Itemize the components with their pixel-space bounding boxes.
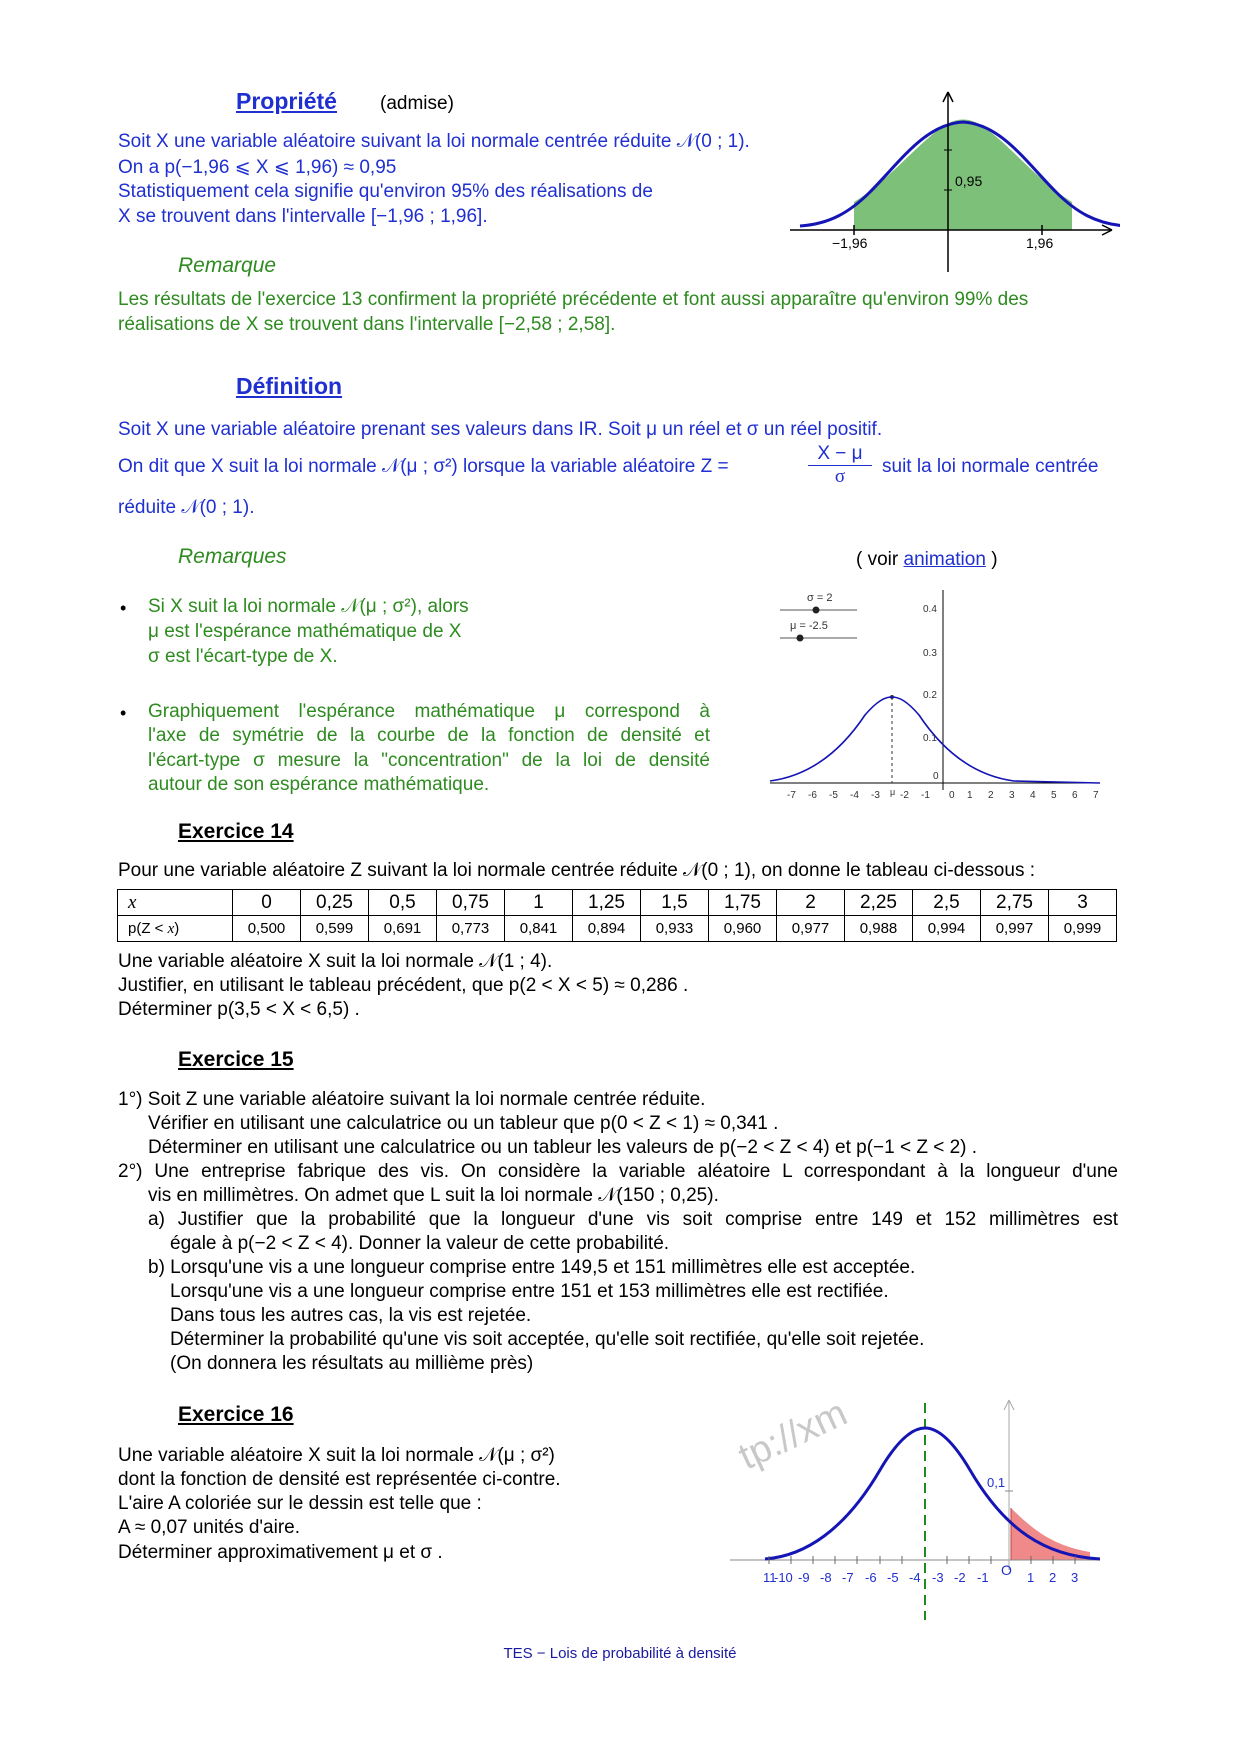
ex15-line-12: (On donnera les résultats au millième près) bbox=[170, 1353, 534, 1374]
ex16-line-3: L'aire A coloriée sur le dessin est telle que : bbox=[118, 1493, 482, 1514]
origin-label: O bbox=[1001, 1562, 1012, 1578]
ex16-graph bbox=[725, 1370, 1125, 1630]
x-tick: -3 bbox=[871, 790, 880, 801]
voir-suffix: ) bbox=[991, 549, 998, 570]
x-tick: 1 bbox=[967, 790, 973, 801]
x-tick: -2 bbox=[900, 790, 909, 801]
x-tick: -8 bbox=[820, 1570, 832, 1585]
x-tick: -7 bbox=[842, 1570, 854, 1585]
ex15-line-10: Dans tous les autres cas, la vis est rejetée. bbox=[170, 1305, 532, 1326]
propriete-subtitle: (admise) bbox=[380, 93, 454, 114]
table-cell: 0,691 bbox=[369, 916, 437, 942]
table-cell: 1,5 bbox=[641, 890, 709, 916]
table-head-x: x bbox=[118, 890, 233, 916]
x-tick: 2 bbox=[1049, 1570, 1057, 1585]
ex16-line-2: dont la fonction de densité est représentée ci-contre. bbox=[118, 1469, 561, 1490]
remarque-title: Remarque bbox=[178, 254, 277, 277]
ex14-title: Exercice 14 bbox=[178, 820, 294, 843]
table-cell: 1,75 bbox=[709, 890, 777, 916]
ex15-line-7: égale à p(−2 < Z < 4). Donner la valeur de cette probabilité. bbox=[170, 1233, 670, 1254]
table-row-p bbox=[118, 916, 1117, 942]
x-tick: 4 bbox=[1030, 790, 1036, 801]
y-tick-02: 0.2 bbox=[923, 690, 937, 701]
table-cell: 1,25 bbox=[573, 890, 641, 916]
ex16-line-5: Déterminer approximativement μ et σ . bbox=[118, 1542, 443, 1563]
slider-mu-handle[interactable] bbox=[797, 635, 804, 642]
x-tick: -5 bbox=[887, 1570, 899, 1585]
page-footer: TES − Lois de probabilité à densité bbox=[503, 1645, 737, 1662]
remarques-title: Remarques bbox=[178, 545, 287, 568]
ex15-line-2: Vérifier en utilisant une calculatrice ou un tableur que p(0 < Z < 1) ≈ 0,341 . bbox=[148, 1113, 779, 1134]
watermark: tp://xm bbox=[732, 1392, 854, 1479]
table-cell: 0,960 bbox=[709, 916, 777, 942]
table-cell: 0,997 bbox=[981, 916, 1049, 942]
table-cell: 0 bbox=[233, 890, 301, 916]
remarques-b2-line-4: autour de son espérance mathématique. bbox=[148, 774, 490, 795]
x-tick: 1 bbox=[1027, 1570, 1035, 1585]
mu-marker: μ bbox=[890, 787, 896, 797]
table-cell: 0,894 bbox=[573, 916, 641, 942]
ex15-line-6: a) Justifier que la probabilité que la longueur d'une vis soit comprise entre 149 et 152 millimètres est bbox=[148, 1209, 1118, 1230]
table-cell: 2,5 bbox=[913, 890, 981, 916]
x-tick: -3 bbox=[932, 1570, 944, 1585]
table-cell: 0,500 bbox=[233, 916, 301, 942]
table-cell: 0,599 bbox=[301, 916, 369, 942]
ex14-line-3: Déterminer p(3,5 < X < 6,5) . bbox=[118, 999, 360, 1020]
x-tick: 3 bbox=[1009, 790, 1015, 801]
remarques-b1-line-3: σ est l'écart-type de X. bbox=[148, 646, 338, 667]
x-tick: -2 bbox=[954, 1570, 966, 1585]
table-cell: 0,988 bbox=[845, 916, 913, 942]
x-tick: 2 bbox=[988, 790, 994, 801]
table-cell: 0,994 bbox=[913, 916, 981, 942]
table-cell: 1 bbox=[505, 890, 573, 916]
standard-normal-graph bbox=[790, 90, 1120, 275]
voir-prefix: ( voir bbox=[856, 549, 899, 570]
definition-line-2b: suit la loi normale centrée bbox=[882, 456, 1099, 477]
x-tick: -4 bbox=[909, 1570, 921, 1585]
ex15-line-11: Déterminer la probabilité qu'une vis soit acceptée, qu'elle soit rectifiée, qu'elle soit rejetée. bbox=[170, 1329, 925, 1350]
x-tick: -6 bbox=[808, 790, 817, 801]
ex14-line-2: Justifier, en utilisant le tableau précédent, que p(2 < X < 5) ≈ 0,286 . bbox=[118, 975, 689, 996]
table-cell: 0,999 bbox=[1049, 916, 1117, 942]
table-row-x bbox=[118, 890, 1117, 916]
x-tick: 3 bbox=[1071, 1570, 1079, 1585]
x-tick: -1 bbox=[921, 790, 930, 801]
ex15-line-5: vis en millimètres. On admet que L suit la loi normale 𝒩(150 ; 0,25). bbox=[148, 1185, 719, 1206]
remarques-b1-line-1: Si X suit la loi normale 𝒩(μ ; σ²), alors bbox=[148, 596, 469, 617]
definition-line-1: Soit X une variable aléatoire prenant ses valeurs dans IR. Soit μ un réel et σ un réel positif. bbox=[118, 419, 883, 440]
y-tick-01: 0.1 bbox=[923, 733, 937, 744]
x-tick: -10 bbox=[774, 1570, 793, 1585]
y-label-01: 0,1 bbox=[987, 1475, 1006, 1490]
x-ticks bbox=[787, 790, 1099, 801]
fraction-denominator: σ bbox=[834, 466, 846, 487]
table-cell: 2,25 bbox=[845, 890, 913, 916]
table-head-p: p(Z < x) bbox=[118, 916, 233, 942]
ex14-line-1: Une variable aléatoire X suit la loi normale 𝒩(1 ; 4). bbox=[118, 951, 553, 972]
table-cell: 0,933 bbox=[641, 916, 709, 942]
propriete-line-4: X se trouvent dans l'intervalle [−1,96 ; 1,96]. bbox=[118, 206, 488, 227]
y-tick-03: 0.3 bbox=[923, 648, 937, 659]
ex14-intro: Pour une variable aléatoire Z suivant la loi normale centrée réduite 𝒩(0 ; 1), on donne le tableau ci-dessous : bbox=[118, 860, 1036, 881]
bullet-1: • bbox=[120, 598, 127, 618]
table-cell: 0,25 bbox=[301, 890, 369, 916]
table-cell: 0,841 bbox=[505, 916, 573, 942]
definition-fraction bbox=[808, 443, 872, 488]
x-tick: -9 bbox=[798, 1570, 810, 1585]
y-tick-0: 0 bbox=[933, 771, 939, 782]
table-cell: 2,75 bbox=[981, 890, 1049, 916]
remarque-line-2: réalisations de X se trouvent dans l'intervalle [−2,58 ; 2,58]. bbox=[118, 314, 616, 335]
x-tick: -4 bbox=[850, 790, 859, 801]
x-tick: 7 bbox=[1093, 790, 1099, 801]
right-bound-label: 1,96 bbox=[1026, 235, 1054, 251]
table-cell: 0,773 bbox=[437, 916, 505, 942]
definition-title: Définition bbox=[236, 373, 343, 399]
x-tick: -6 bbox=[865, 1570, 877, 1585]
x-tick: 6 bbox=[1072, 790, 1078, 801]
slider-sigma-handle[interactable] bbox=[813, 607, 820, 614]
x-tick: -7 bbox=[787, 790, 796, 801]
x-tick: -5 bbox=[829, 790, 838, 801]
propriete-line-3: Statistiquement cela signifie qu'environ 95% des réalisations de bbox=[118, 181, 653, 202]
normal-table bbox=[117, 889, 1117, 942]
remarques-b1-line-2: μ est l'espérance mathématique de X bbox=[148, 621, 462, 642]
slider-sigma-label: σ = 2 bbox=[807, 592, 833, 604]
table-cell: 0,75 bbox=[437, 890, 505, 916]
area-label: 0,95 bbox=[955, 173, 983, 189]
y-tick-04: 0.4 bbox=[923, 604, 937, 615]
propriete-line-2: On a p(−1,96 ⩽ X ⩽ 1,96) ≈ 0,95 bbox=[118, 157, 397, 178]
ex16-title: Exercice 16 bbox=[178, 1403, 294, 1426]
propriete-line-1: Soit X une variable aléatoire suivant la loi normale centrée réduite 𝒩(0 ; 1). bbox=[118, 131, 750, 152]
table-cell: 3 bbox=[1049, 890, 1117, 916]
animation-link[interactable]: animation bbox=[903, 549, 986, 570]
ex15-line-3: Déterminer en utilisant une calculatrice ou un tableur les valeurs de p(−2 < Z < 4) et p(−1 < Z < 2) . bbox=[148, 1137, 978, 1158]
ex15-line-9: Lorsqu'une vis a une longueur comprise entre 151 et 153 millimètres elle est rectifiée. bbox=[170, 1281, 889, 1302]
fraction-numerator: X − μ bbox=[808, 443, 872, 466]
propriete-title: Propriété bbox=[236, 88, 337, 114]
ex15-title: Exercice 15 bbox=[178, 1048, 294, 1071]
remarques-b2-line-3: l'écart-type σ mesure la "concentration" de la loi de densité bbox=[148, 750, 710, 771]
x-tick: 0 bbox=[949, 790, 955, 801]
bullet-2: • bbox=[120, 703, 127, 723]
remarques-b2-line-1: Graphiquement l'espérance mathématique μ correspond à bbox=[148, 701, 710, 722]
x-tick: 11 bbox=[763, 1570, 777, 1585]
animation-graph bbox=[765, 585, 1125, 805]
left-bound-label: −1,96 bbox=[832, 235, 868, 251]
ex16-line-4: A ≈ 0,07 unités d'aire. bbox=[118, 1517, 301, 1538]
ex15-line-4: 2°) Une entreprise fabrique des vis. On considère la variable aléatoire L correspondant à la longueur d'une bbox=[118, 1161, 1118, 1182]
table-cell: 2 bbox=[777, 890, 845, 916]
ex15-line-8: b) Lorsqu'une vis a une longueur comprise entre 149,5 et 151 millimètres elle est acceptée. bbox=[148, 1257, 916, 1278]
table-cell: 0,5 bbox=[369, 890, 437, 916]
table-cell: 0,977 bbox=[777, 916, 845, 942]
ex15-line-1: 1°) Soit Z une variable aléatoire suivant la loi normale centrée réduite. bbox=[118, 1089, 706, 1110]
x-tick: -1 bbox=[977, 1570, 989, 1585]
ex16-line-1: Une variable aléatoire X suit la loi normale 𝒩(μ ; σ²) bbox=[118, 1445, 555, 1466]
voir-animation bbox=[856, 548, 998, 572]
remarque-line-1: Les résultats de l'exercice 13 confirment la propriété précédente et font aussi apparaître qu'environ 99% des bbox=[118, 289, 1029, 310]
definition-line-2a: On dit que X suit la loi normale 𝒩(μ ; σ²) lorsque la variable aléatoire Z = bbox=[118, 456, 729, 477]
x-ticks bbox=[763, 1570, 1078, 1585]
x-tick: 5 bbox=[1051, 790, 1057, 801]
remarques-b2-line-2: l'axe de symétrie de la courbe de la fonction de densité et bbox=[148, 725, 710, 746]
definition-line-3: réduite 𝒩(0 ; 1). bbox=[118, 497, 255, 518]
slider-mu-label: μ = -2.5 bbox=[790, 620, 828, 632]
